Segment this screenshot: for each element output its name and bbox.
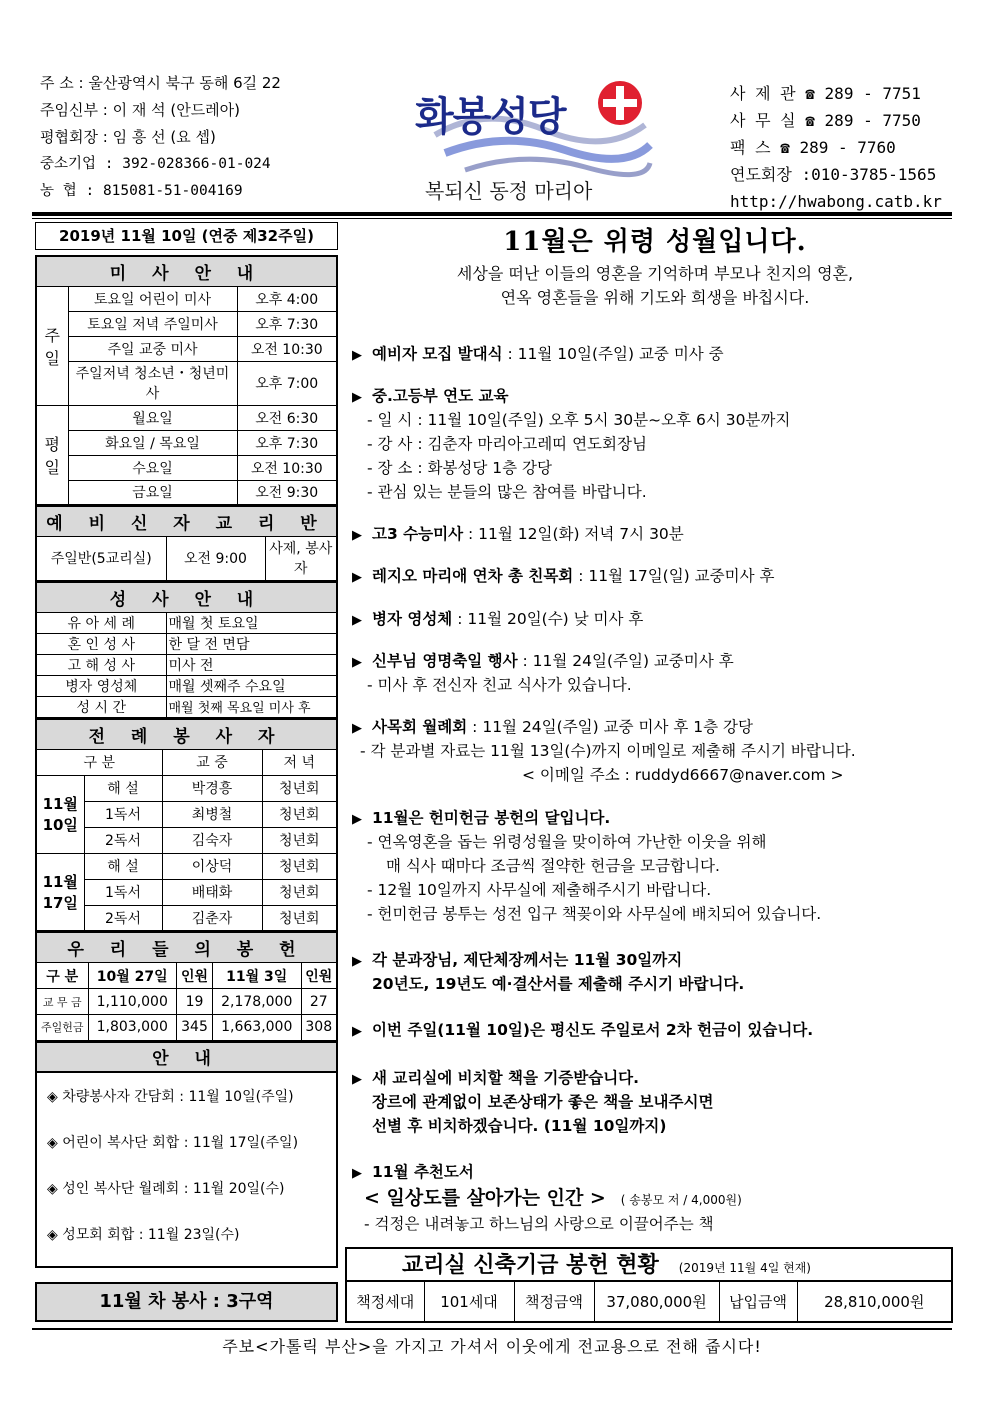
president-name: 임 흥 선 (요 셉) — [112, 128, 216, 146]
news-item-rice-offering: ▶ 11월은 헌미헌금 봉헌의 달입니다. - 연옥영혼을 돕는 위령성월을 맞이하여 가난한 이웃을 위해 매 식사 때마다 조금씩 절약한 헌금을 모금합니다. - 12월 10일까지 사무실에 제출해주시기 바랍니다. - 헌미헌금 봉투는 성전 입구 책꽂이와 사무실에 배치되어 있습니다. — [352, 809, 822, 923]
weekday-label: 평 일 — [36, 405, 68, 505]
triangle-bullet-icon: ▶ — [352, 1024, 362, 1039]
news-item-sick-communion: ▶ 병자 영성체 : 11월 20일(수) 낮 미사 후 — [352, 607, 962, 631]
logo-title: 화봉성당 — [415, 93, 566, 140]
news-item-second-collection: ▶ 이번 주일(11월 10일)은 평신도 주일로서 2차 헌금이 있습니다. — [352, 1018, 962, 1042]
email-address: < 이메일 주소 : ruddyd6667@naver.com > — [522, 766, 844, 784]
liturgy-servers-table: 전 례 봉 사 자 구 분 교 중 저 녁 11월 10일 해 설 박경흥 청년회 1독서 최병철 청년회 2독서 김숙자 청년회 11월 17일 해 설 이상덕 청년회 1독서 배태화 청년회 2독서 김춘자 청년회 — [35, 719, 338, 933]
triangle-bullet-icon: ▶ — [352, 1072, 362, 1087]
mass-schedule-table: 미 사 안 내 주 일 토요일 어린이 미사 오후 4:00 토요일 저녁 주일미사 오후 7:30 주일 교중 미사 오전 10:30 주일저녁 청소년・청년미사 오후 7:00 평 일 월요일 오전 6:30 화요일 / 목요일 오후 7:30 수요일 오전 10:30 금요일 오전 9:30 — [35, 255, 338, 506]
fund-title: 교리실 신축기금 봉헌 현황 — [402, 1252, 659, 1278]
triangle-bullet-icon: ▶ — [352, 390, 362, 405]
fund-date-note: (2019년 11월 4일 현재) — [678, 1261, 811, 1275]
main-title: 11월은 위령 성월입니다. — [503, 227, 807, 257]
phone-office: 사 무 실 ☎ 289 - 7750 — [730, 111, 921, 130]
notice-list — [35, 1073, 338, 1268]
main-column — [350, 222, 960, 310]
notice-table — [35, 1042, 338, 1074]
triangle-bullet-icon: ▶ — [352, 570, 362, 585]
fund-table: 책정세대 101세대 책정금액 37,080,000원 납입금액 28,810,000원 — [345, 1281, 953, 1323]
parish-info — [40, 70, 340, 205]
catechumen-table: 예 비 신 자 교 리 반 주일반(5교리실) 오전 9:00 사제, 봉사자 — [35, 506, 338, 582]
book-info: ( 송봉모 저 / 4,000원) — [620, 1193, 742, 1207]
triangle-bullet-icon: ▶ — [352, 348, 362, 363]
bank1-label: 중소기업 : — [40, 156, 114, 172]
address: 울산광역시 북구 동해 6길 22 — [88, 74, 281, 92]
book-description: - 걱정은 내려놓고 하느님의 사랑으로 이끌어주는 책 — [364, 1215, 714, 1233]
bulletin-date: 2019년 11월 10일 (연중 제32주일) — [35, 222, 338, 250]
sidebar — [35, 255, 338, 1268]
servers-title: 전 례 봉 사 자 — [36, 719, 337, 749]
book-title: < 일상도를 살아가는 인간 > — [364, 1187, 606, 1209]
catechumen-title: 예 비 신 자 교 리 반 — [36, 507, 337, 537]
offering-title: 우 리 들 의 봉 헌 — [36, 933, 337, 963]
header-divider-thin — [32, 218, 952, 219]
news-item-recommended-book: ▶ 11월 추천도서 < 일상도를 살아가는 인간 > ( 송봉모 저 / 4,000원) - 걱정은 내려놓고 하느님의 사랑으로 이끌어주는 책 — [352, 1160, 962, 1236]
triangle-bullet-icon: ▶ — [352, 954, 362, 969]
parish-logo — [415, 75, 655, 205]
sunday-label: 주 일 — [36, 286, 68, 405]
footer-message: 주보<가톨릭 부산>을 가지고 가셔서 이웃에게 전교용으로 전해 줍시다! — [222, 1337, 762, 1356]
triangle-bullet-icon: ▶ — [352, 812, 362, 827]
triangle-bullet-icon: ▶ — [352, 1166, 362, 1181]
sacrament-table: 성 사 안 내 유 아 세 례 매월 첫 토요일 혼 인 성 사 한 달 전 면담 고 해 성 사 미사 전 병자 영성체 매월 셋째주 수요일 성 시 간 매월 첫째 목요일 미사 후 — [35, 582, 338, 719]
notice-item: ◈ 어린이 복사단 회합 : 11월 17일(주일) — [47, 1135, 299, 1151]
building-fund-status — [345, 1247, 953, 1323]
main-subtitle-1: 세상을 떠난 이들의 영혼을 기억하며 부모나 친지의 영혼, — [456, 264, 854, 283]
pastor-label: 주임신부 : — [40, 101, 108, 119]
triangle-bullet-icon: ▶ — [352, 655, 362, 670]
notice-title: 안 내 — [36, 1042, 337, 1072]
phone-fax: 팩 스 ☎ 289 - 7760 — [730, 138, 896, 157]
triangle-bullet-icon: ▶ — [352, 613, 362, 628]
notice-item: ◈ 성인 복사단 월례회 : 11월 20일(수) — [47, 1181, 285, 1197]
news-item-catechumen: ▶ 예비자 모집 발대식 : 11월 10일(주일) 교중 미사 중 — [352, 342, 962, 366]
address-label: 주 소 : — [40, 74, 84, 92]
contact-info — [730, 80, 960, 215]
news-item-feast-day: ▶ 신부님 영명축일 행사 : 11월 24일(주일) 교중미사 후 - 미사 후 전신자 친교 식사가 있습니다. — [352, 652, 734, 694]
bank2-label: 농 협 : — [40, 183, 95, 199]
news-item-youth-education: ▶ 중.고등부 연도 교육 - 일 시 : 11월 10일(주일) 오후 5시 30분~오후 6시 30분까지 - 강 사 : 김춘자 마리아고레띠 연도회장님 - 장 소 : 화봉성당 1층 강당 - 관심 있는 분들의 많은 참여를 바랍니다. — [352, 387, 791, 501]
offering-table: 우 리 들 의 봉 헌 구 분 10월 27일 인원 11월 3일 인원 교 무 금 1,110,000 19 2,178,000 27 주일헌금 1,803,000 345 1,663,000 308 — [35, 932, 338, 1042]
triangle-bullet-icon: ▶ — [352, 528, 362, 543]
bulletin-header — [40, 70, 960, 210]
main-subtitle-2: 연옥 영혼들을 위해 기도와 희생을 바칩시다. — [500, 288, 810, 307]
phone-rectory: 사 제 관 ☎ 289 - 7751 — [730, 84, 921, 103]
mass-schedule-title: 미 사 안 내 — [36, 256, 337, 286]
news-item-budget: ▶ 각 분과장님, 제단체장께서는 11월 30일까지 20년도, 19년도 예·결산서를 제출해 주시기 바랍니다. — [352, 951, 745, 993]
president-label: 평협회장 : — [40, 128, 108, 146]
monthly-server-box: 11월 차 봉사 : 3구역 — [35, 1282, 338, 1322]
news-item-exam-mass: ▶ 고3 수능미사 : 11월 12일(화) 저녁 7시 30분 — [352, 522, 962, 546]
notice-item: ◈ 성모회 회합 : 11월 23일(수) — [47, 1227, 240, 1243]
bank1-account: 392-028366-01-024 — [122, 156, 271, 172]
notice-item: ◈ 차량봉사자 간담회 : 11월 10일(주일) — [47, 1089, 294, 1105]
news-item-book-donation: ▶ 새 교리실에 비치할 책을 기증받습니다. 장르에 관계없이 보존상태가 좋은 책을 보내주시면 선별 후 비치하겠습니다. (11월 10일까지) — [352, 1069, 714, 1135]
website-link[interactable]: http://hwabong.catb.kr — [730, 192, 942, 211]
yeondo-contact: 연도회장 :010-3785-1565 — [730, 165, 937, 184]
sacrament-title: 성 사 안 내 — [36, 582, 337, 612]
pastor-name: 이 재 석 (안드레아) — [112, 101, 241, 119]
header-divider — [32, 212, 952, 216]
bank2-account: 815081-51-004169 — [102, 183, 243, 199]
news-item-legio: ▶ 레지오 마리애 연차 총 친목회 : 11월 17일(일) 교중미사 후 — [352, 564, 962, 588]
logo-subtitle: 복되신 동정 마리아 — [425, 179, 593, 203]
news-item-council: ▶ 사목회 월례회 : 11월 24일(주일) 교중 미사 후 1층 강당 - 각 분과별 자료는 11월 13일(수)까지 이메일로 제출해 주시기 바랍니다. < 이메일 주소 : ruddyd6667@naver.com > — [352, 715, 962, 787]
triangle-bullet-icon: ▶ — [352, 721, 362, 736]
footer-divider — [32, 1328, 952, 1330]
